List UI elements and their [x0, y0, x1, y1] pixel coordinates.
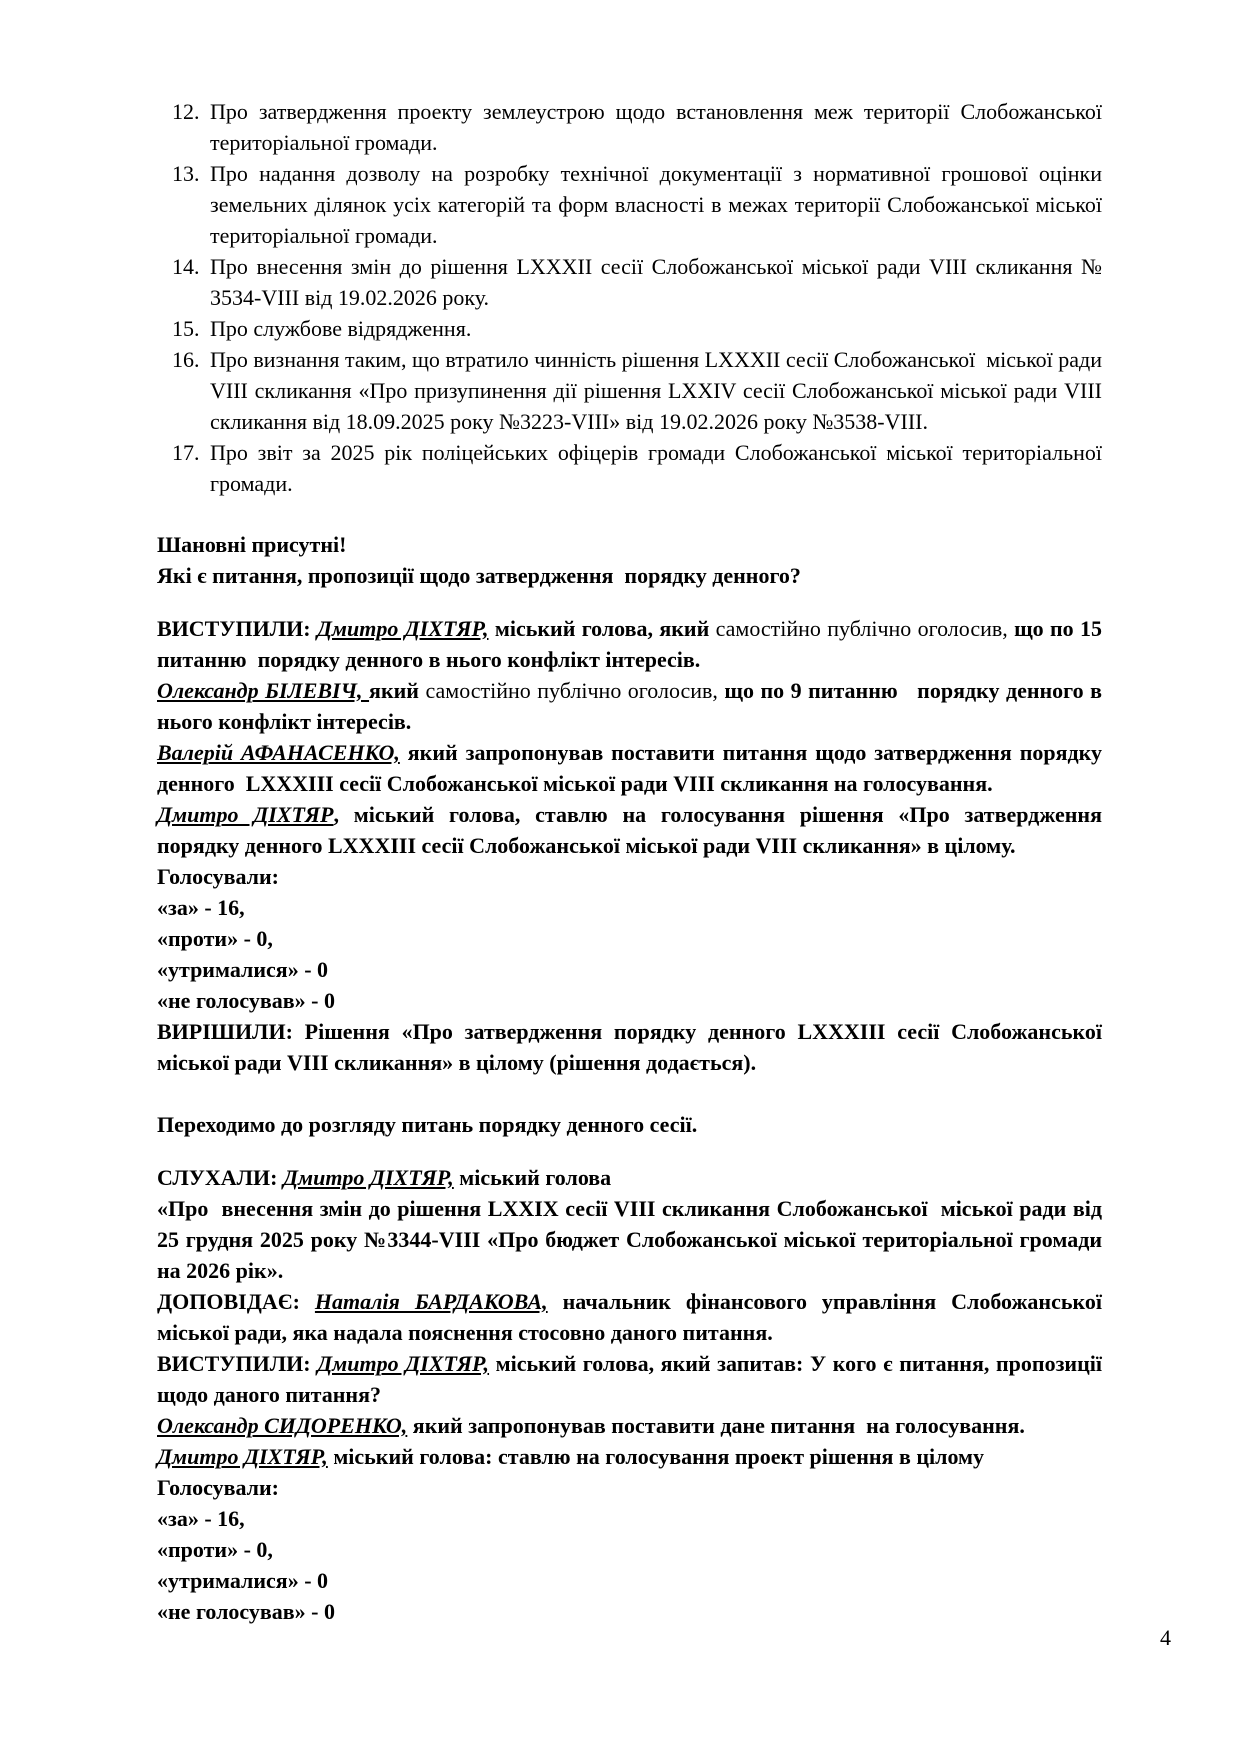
text-run: міський голова: [453, 1165, 612, 1190]
text-run: ВИРІШИЛИ:: [157, 1019, 305, 1044]
person-name: Олександр СИДОРЕНКО,: [157, 1413, 408, 1438]
vote-abstained-1: [157, 954, 1102, 985]
agenda-item-text: Про службове відрядження.: [210, 316, 472, 341]
text-run: який: [369, 678, 426, 703]
heard-subject: [157, 1193, 1108, 1286]
speaker-sydorenko: [157, 1410, 1102, 1441]
vote-notvoted-2: [157, 1596, 1102, 1627]
vote-header-2: [157, 1472, 1102, 1503]
agenda-item-number: 14.: [172, 254, 200, 279]
person-name: Дмитро ДІХТЯР,: [282, 1165, 454, 1190]
agenda-item: [157, 251, 1108, 313]
text-run: «за» - 16,: [157, 1506, 245, 1531]
text-run: самостійно публічно оголосив,: [425, 678, 725, 703]
text-run: , міський голова, ставлю на голосування рішення «Про затвердження порядку денного LXXXIII сесії Слобожанської міської ради VIII скликання» в цілому.: [157, 802, 1108, 858]
text-run: «не голосував» - 0: [157, 1599, 335, 1624]
speaker-dikhtiar-vote: [157, 799, 1108, 861]
text-run: що по 15 питанню порядку денного в нього конфлікт інтересів.: [157, 616, 1108, 672]
person-name: Дмитро ДІХТЯР: [157, 802, 334, 827]
agenda-item-text: Про звіт за 2025 рік поліцейських офіцерів громади Слобожанської міської територіальної громади.: [210, 440, 1108, 496]
speaker-dikhtiar-vote-2: [157, 1441, 1102, 1472]
text-run: «проти» - 0,: [157, 1537, 273, 1562]
agenda-item-number: 15.: [172, 316, 200, 341]
text-run: «утрималися» - 0: [157, 1568, 329, 1593]
text-run: який запропонував поставити питання щодо затвердження порядку денного LXXXIII сесії Слобожанської міської ради VIII скликання на голосування.: [157, 740, 1108, 796]
vote-header-1: [157, 861, 1102, 892]
speakers-heading-1: [157, 613, 1108, 675]
vote-for-2: [157, 1503, 1102, 1534]
text-run: СЛУХАЛИ:: [157, 1165, 283, 1190]
text-run: Шановні присутні!: [157, 532, 347, 557]
text-run: Голосували:: [157, 864, 280, 889]
document-content: [157, 96, 1108, 1627]
agenda-item: [157, 158, 1108, 251]
vote-against-1: [157, 923, 1102, 954]
text-run: Які є питання, пропозиції щодо затвердження порядку денного?: [157, 563, 801, 588]
text-run: міський голова: ставлю на голосування проект рішення в цілому: [327, 1444, 985, 1469]
heard-heading: [157, 1162, 1102, 1193]
person-name: Дмитро ДІХТЯР,: [317, 1351, 490, 1376]
agenda-item-number: 13.: [172, 161, 200, 186]
text-run: що по 9 питанню порядку денного в нього конфлікт інтересів.: [157, 678, 1108, 734]
agenda-item-text: Про визнання таким, що втратило чинність рішення LXXXII сесії Слобожанської міської ради VIII скликання «Про призупинення дії рішення LXXIV сесії Слобожанської міської ради VIII скликання від 18.09.2025 року №3223-VIII» від 19.02.2026 року №3538-VIII.: [210, 347, 1108, 434]
person-name: Олександр БІЛЕВІЧ,: [157, 678, 370, 703]
speaker-bilevich: [157, 675, 1108, 737]
agenda-item: [157, 313, 1102, 344]
text-run: «Про внесення змін до рішення LXXIX сесії VIII скликання Слобожанської міської ради від 25 грудня 2025 року №3344-VIII «Про бюджет Слобожанської міської територіальної громади на 2026 рік».: [157, 1196, 1108, 1283]
text-run: самостійно публічно оголосив,: [715, 616, 1015, 641]
greeting: [157, 529, 1102, 560]
person-name: Дмитро ДІХТЯР,: [316, 616, 489, 641]
person-name: Валерій АФАНАСЕНКО,: [157, 740, 400, 765]
text-run: «за» - 16,: [157, 895, 245, 920]
transition: [157, 1109, 1102, 1140]
text-run: начальник фінансового управління Слобожанської міської ради, яка надала пояснення стосовно даного питання.: [157, 1289, 1108, 1345]
text-run: ВИСТУПИЛИ:: [157, 616, 317, 641]
vote-notvoted-1: [157, 985, 1102, 1016]
text-run: Переходимо до розгляду питань порядку денного сесії.: [157, 1112, 698, 1137]
text-run: ВИСТУПИЛИ:: [157, 1351, 318, 1376]
agenda-item-number: 17.: [172, 440, 200, 465]
agenda-question: [157, 560, 1102, 591]
text-run: який запропонував поставити дане питання на голосування.: [407, 1413, 1025, 1438]
text-run: міський голова, який запитав: У кого є питання, пропозиції щодо даного питання?: [157, 1351, 1108, 1407]
paragraphs: [157, 529, 1108, 1627]
person-name: Наталія БАРДАКОВА,: [314, 1289, 548, 1314]
agenda-item: [157, 437, 1108, 499]
vote-abstained-2: [157, 1565, 1102, 1596]
agenda-item: [157, 96, 1108, 158]
reporter: [157, 1286, 1108, 1348]
text-run: «утрималися» - 0: [157, 957, 329, 982]
person-name: Дмитро ДІХТЯР,: [157, 1444, 328, 1469]
agenda-item-text: Про надання дозволу на розробку технічної документації з нормативної грошової оцінки земельних ділянок усіх категорій та форм власності в межах території Слобожанської міської територіальної громади.: [210, 161, 1108, 248]
text-run: Голосували:: [157, 1475, 280, 1500]
agenda-item-text: Про внесення змін до рішення LXXXII сесії Слобожанської міської ради VIII скликання № 3534-VIII від 19.02.2026 року.: [210, 254, 1108, 310]
page-number: 4: [1160, 1625, 1171, 1650]
agenda-item-number: 16.: [172, 347, 200, 372]
speaker-afanasenko: [157, 737, 1108, 799]
agenda-item-number: 12.: [172, 99, 200, 124]
text-run: міський голова, який: [488, 616, 716, 641]
vote-against-2: [157, 1534, 1102, 1565]
text-run: «проти» - 0,: [157, 926, 273, 951]
text-run: Рішення «Про затвердження порядку денного LXXXIII сесії Слобожанської міської ради VIII скликання» в цілому (рішення додається).: [157, 1019, 1108, 1075]
text-run: ДОПОВІДАЄ:: [157, 1289, 315, 1314]
vote-for-1: [157, 892, 1102, 923]
agenda-item-text: Про затвердження проекту землеустрою щодо встановлення меж території Слобожанської територіальної громади.: [210, 99, 1108, 155]
text-run: «не голосував» - 0: [157, 988, 335, 1013]
agenda-list: [157, 96, 1108, 499]
speakers-heading-2: [157, 1348, 1108, 1410]
agenda-item: [157, 344, 1108, 437]
decision: [157, 1016, 1108, 1078]
